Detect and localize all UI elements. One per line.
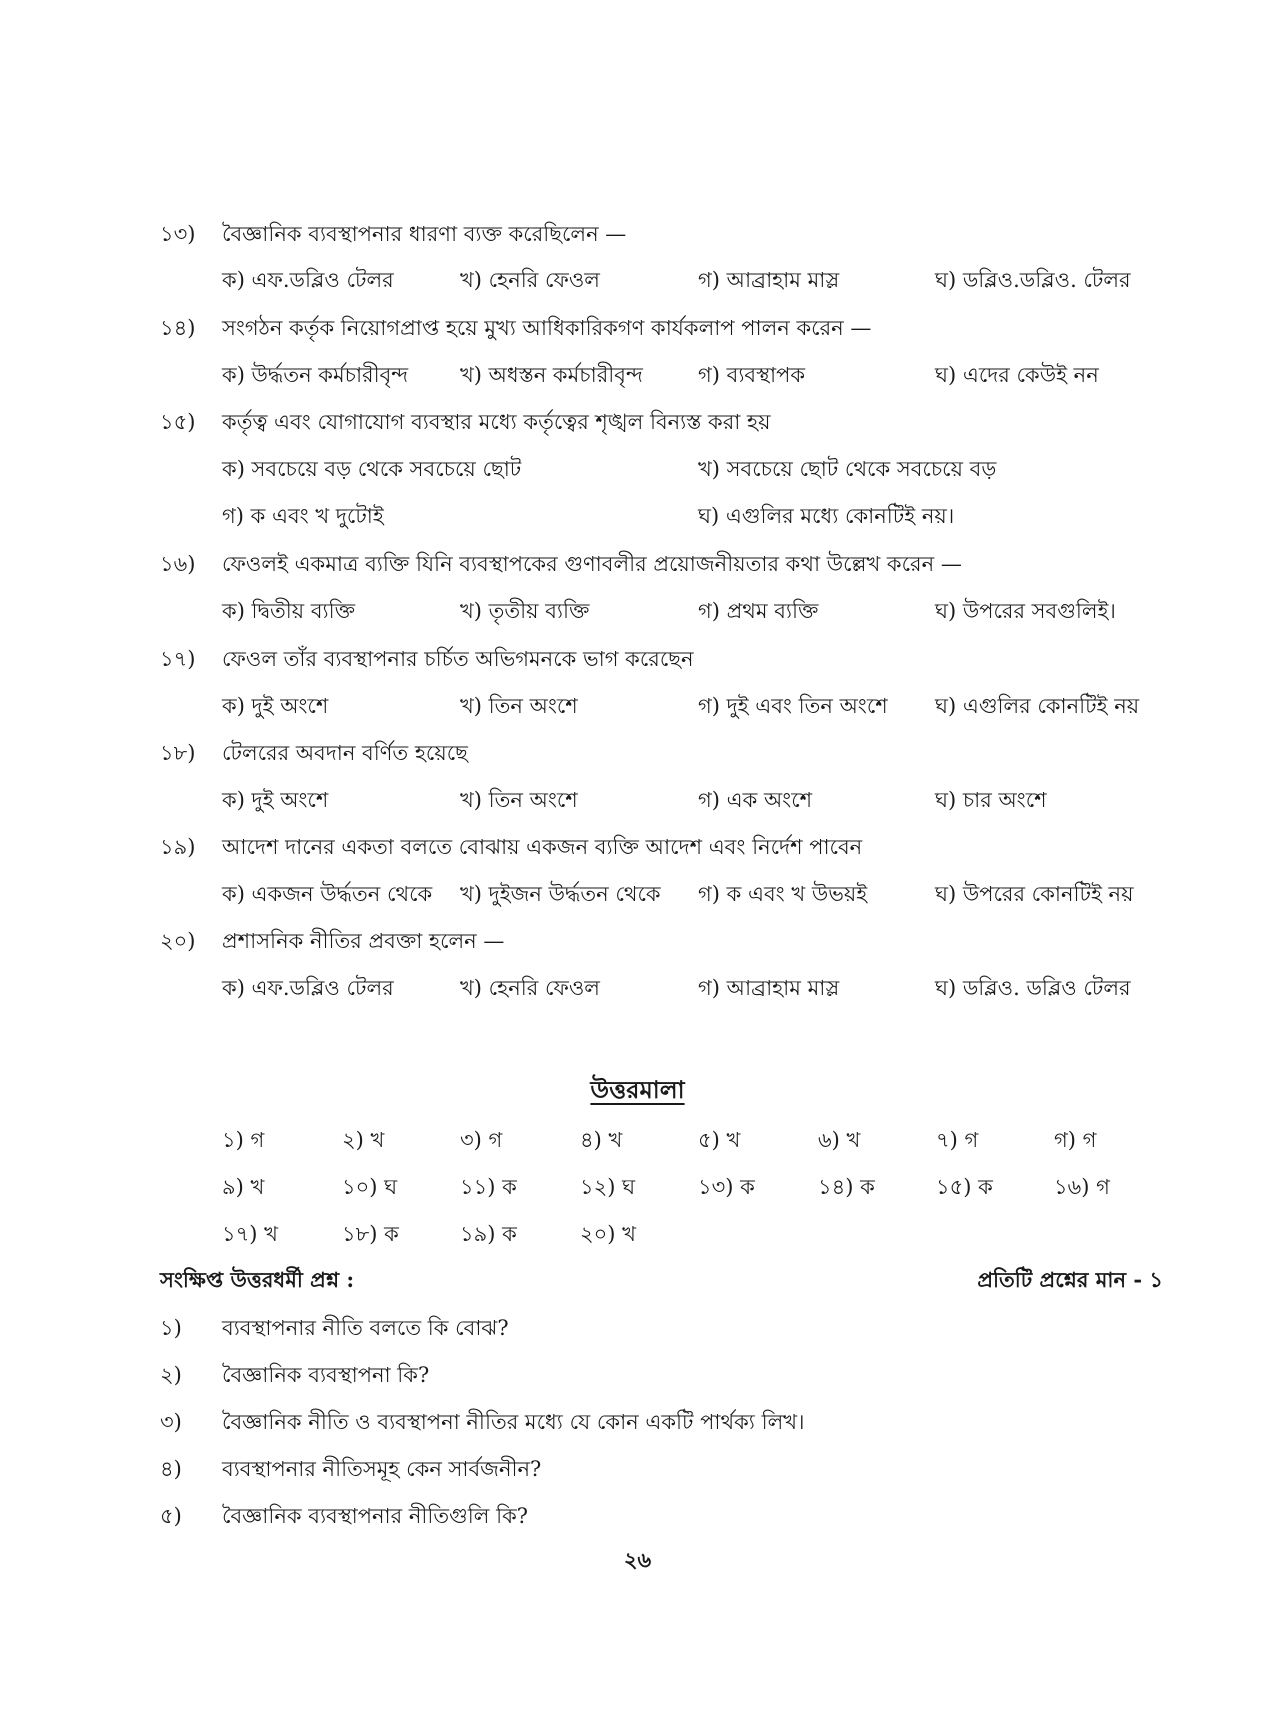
- option-ga: গ) এক অংশে: [698, 788, 813, 812]
- answer-item: ১৫) ক: [936, 1175, 993, 1199]
- answer-item: ২০) খ: [580, 1222, 636, 1246]
- answer-item: ৩) গ: [460, 1128, 503, 1152]
- option-kha: খ) হেনরি ফেওল: [460, 268, 600, 292]
- option-ka: ক) সবচেয়ে বড় থেকে সবচেয়ে ছোট: [222, 457, 522, 481]
- question-text: কর্তৃত্ব এবং যোগাযোগ ব্যবস্থার মধ্যে কর্তৃত্বের শৃঙ্খল বিন্যস্ত করা হয়: [222, 410, 771, 434]
- question-number: ১৩): [160, 222, 196, 246]
- option-ga: গ) আব্রাহাম মাস্ল: [698, 268, 840, 292]
- answer-item: ১৩) ক: [698, 1175, 755, 1199]
- option-kha: খ) হেনরি ফেওল: [460, 976, 600, 1000]
- option-ka: ক) উর্দ্ধতন কর্মচারীবৃন্দ: [222, 363, 409, 387]
- question-text: সংগঠন কর্তৃক নিয়োগপ্রাপ্ত হয়ে মুখ্য আধিকারিকগণ কার্যকলাপ পালন করেন —: [222, 316, 872, 340]
- question-number: ১৪): [160, 316, 196, 340]
- answer-item: ১৮) ক: [342, 1222, 399, 1246]
- option-gha: ঘ) ডব্লিও.ডব্লিও. টেলর: [935, 268, 1131, 292]
- option-ka: ক) দুই অংশে: [222, 694, 329, 718]
- short-question-number: ২): [160, 1363, 182, 1387]
- question-text: আদেশ দানের একতা বলতে বোঝায় একজন ব্যক্তি আদেশ এবং নির্দেশ পাবেন: [222, 835, 863, 859]
- question-number: ১৫): [160, 410, 196, 434]
- answer-item: ৬) খ: [818, 1128, 861, 1152]
- answer-item: ১২) ঘ: [580, 1175, 636, 1199]
- answer-item: ২) খ: [342, 1128, 385, 1152]
- short-question-number: ৫): [160, 1504, 182, 1528]
- short-question-text: ব্যবস্থাপনার নীতিসমূহ কেন সার্বজনীন?: [222, 1457, 542, 1481]
- option-gha: ঘ) এগুলির মধ্যে কোনটিই নয়।: [698, 504, 955, 528]
- option-kha: খ) তিন অংশে: [460, 694, 578, 718]
- option-ga: গ) প্রথম ব্যক্তি: [698, 599, 819, 623]
- answer-item: ১৬) গ: [1054, 1175, 1110, 1199]
- option-ga: গ) ক এবং খ দুটোই: [222, 504, 384, 528]
- option-gha: ঘ) চার অংশে: [935, 788, 1047, 812]
- option-gha: ঘ) এদের কেউই নন: [935, 363, 1099, 387]
- option-ka: ক) দ্বিতীয় ব্যক্তি: [222, 599, 356, 623]
- option-gha: ঘ) উপরের সবগুলিই।: [935, 599, 1116, 623]
- option-kha: খ) সবচেয়ে ছোট থেকে সবচেয়ে বড়: [698, 457, 997, 481]
- answer-item: ১৯) ক: [460, 1222, 517, 1246]
- question-text: ফেওল তাঁর ব্যবস্থাপনার চর্চিত অভিগমনকে ভাগ করেছেন: [222, 647, 694, 671]
- answer-item: ১১) ক: [460, 1175, 517, 1199]
- question-text: টেলরের অবদান বর্ণিত হয়েছে: [222, 741, 468, 765]
- option-ga: গ) ক এবং খ উভয়ই: [698, 882, 868, 906]
- short-question-text: বৈজ্ঞানিক ব্যবস্থাপনা কি?: [222, 1363, 430, 1387]
- question-text: বৈজ্ঞানিক ব্যবস্থাপনার ধারণা ব্যক্ত করেছিলেন —: [222, 222, 627, 246]
- answer-item: ১৭) খ: [222, 1222, 278, 1246]
- answers-title-text: উত্তরমালা: [590, 1075, 685, 1104]
- option-kha: খ) তৃতীয় ব্যক্তি: [460, 599, 590, 623]
- question-number: ১৯): [160, 835, 196, 859]
- answer-item: গ) গ: [1054, 1128, 1097, 1152]
- short-question-number: ৪): [160, 1457, 182, 1481]
- question-number: ১৮): [160, 741, 196, 765]
- answers-title: [0, 1072, 1275, 1112]
- section-heading: সংক্ষিপ্ত উত্তরধর্মী প্রশ্ন :: [160, 1267, 355, 1292]
- answer-item: ১০) ঘ: [342, 1175, 398, 1199]
- option-ga: গ) আব্রাহাম মাস্ল: [698, 976, 840, 1000]
- question-number: ১৭): [160, 647, 196, 671]
- option-ka: ক) একজন উর্দ্ধতন থেকে: [222, 882, 433, 906]
- option-kha: খ) দুইজন উর্দ্ধতন থেকে: [460, 882, 661, 906]
- option-gha: ঘ) ডব্লিও. ডব্লিও টেলর: [935, 976, 1131, 1000]
- marks-note: প্রতিটি প্রশ্নের মান - ১: [977, 1267, 1163, 1292]
- short-question-number: ৩): [160, 1410, 182, 1434]
- option-gha: ঘ) এগুলির কোনটিই নয়: [935, 694, 1140, 718]
- question-text: ফেওলই একমাত্র ব্যক্তি যিনি ব্যবস্থাপকের গুণাবলীর প্রয়োজনীয়তার কথা উল্লেখ করেন —: [222, 552, 962, 576]
- answer-item: ১) গ: [222, 1128, 265, 1152]
- option-ka: ক) দুই অংশে: [222, 788, 329, 812]
- short-question-number: ১): [160, 1316, 182, 1340]
- option-ka: ক) এফ.ডব্লিও টেলর: [222, 976, 394, 1000]
- answer-item: ৫) খ: [698, 1128, 741, 1152]
- page-number: ২৬: [623, 1547, 652, 1572]
- option-kha: খ) তিন অংশে: [460, 788, 578, 812]
- option-kha: খ) অধস্তন কর্মচারীবৃন্দ: [460, 363, 643, 387]
- question-number: ১৬): [160, 552, 196, 576]
- option-ga: গ) ব্যবস্থাপক: [698, 363, 806, 387]
- short-question-text: বৈজ্ঞানিক নীতি ও ব্যবস্থাপনা নীতির মধ্যে যে কোন একটি পার্থক্য লিখ।: [222, 1410, 805, 1434]
- option-ga: গ) দুই এবং তিন অংশে: [698, 694, 888, 718]
- answer-item: ১৪) ক: [818, 1175, 875, 1199]
- short-question-text: ব্যবস্থাপনার নীতি বলতে কি বোঝ?: [222, 1316, 509, 1340]
- answer-item: ৯) খ: [222, 1175, 265, 1199]
- option-ka: ক) এফ.ডব্লিও টেলর: [222, 268, 394, 292]
- question-text: প্রশাসনিক নীতির প্রবক্তা হলেন —: [222, 929, 505, 953]
- question-number: ২০): [160, 929, 196, 953]
- answer-item: ৪) খ: [580, 1128, 623, 1152]
- option-gha: ঘ) উপরের কোনটিই নয়: [935, 882, 1134, 906]
- answer-item: ৭) গ: [936, 1128, 979, 1152]
- short-question-text: বৈজ্ঞানিক ব্যবস্থাপনার নীতিগুলি কি?: [222, 1504, 529, 1528]
